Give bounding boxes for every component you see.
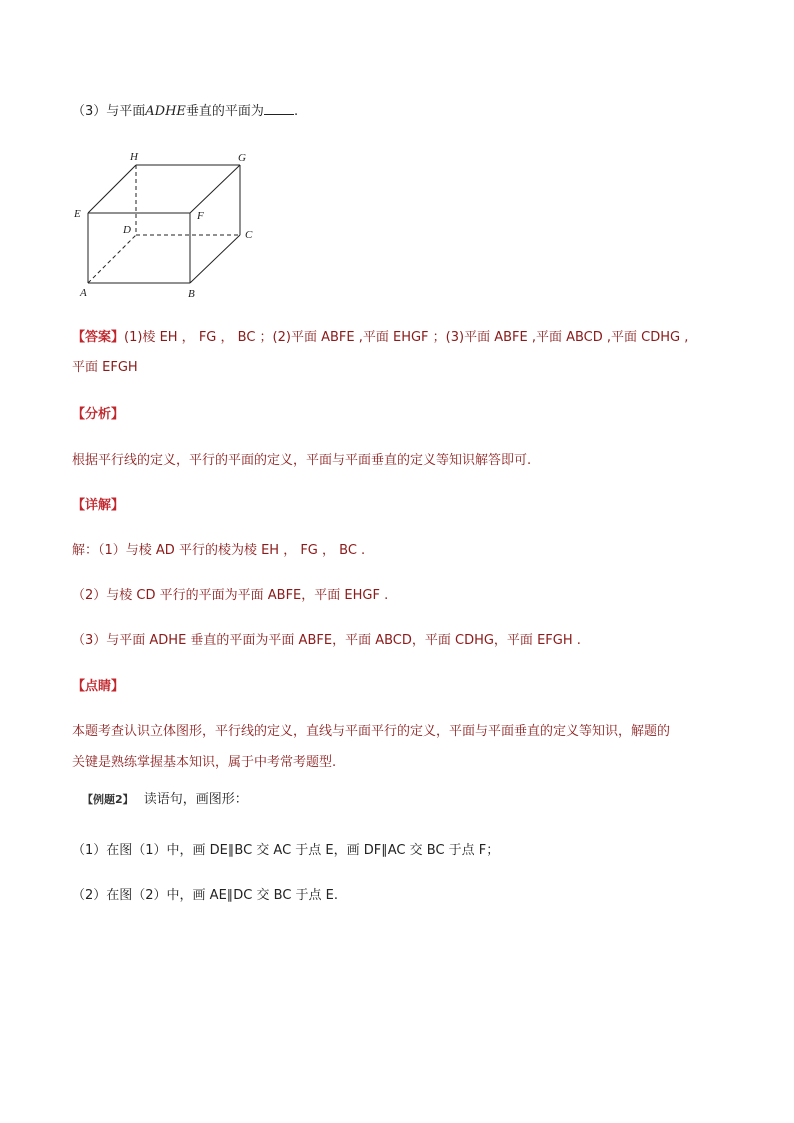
detail-line-3: （3）与平面 ADHE 垂直的平面为平面 ABFE，平面 ABCD，平面 CDHG，平面 EFGH . xyxy=(72,633,581,648)
label-H: H xyxy=(130,151,138,163)
answer-line-2: 平面 EFGH xyxy=(72,360,138,375)
comment-line-2: 关键是熟练掌握基本知识，属于中考常考题型. xyxy=(72,755,337,770)
answer-line-1: 【答案】(1)棱 EH ， FG ， BC ；(2)平面 ABFE ,平面 EHGF ；(3)平面 ABFE ,平面 ABCD ,平面 CDHG , xyxy=(72,330,689,345)
analysis-text: 根据平行线的定义，平行的平面的定义，平面与平面垂直的定义等知识解答即可. xyxy=(72,453,532,468)
edge-AD-hidden xyxy=(88,235,136,283)
example-2-heading xyxy=(82,790,248,810)
label-F: F xyxy=(197,210,204,222)
label-C: C xyxy=(245,229,253,241)
answer-blank xyxy=(264,102,294,115)
comment-line-1: 本题考查认识立体图形，平行线的定义，直线与平面平行的定义，平面与平面垂直的定义等知识，解题的 xyxy=(72,724,671,739)
label-A: A xyxy=(80,287,87,299)
detail-tag: 【详解】 xyxy=(72,498,125,513)
edge-BC xyxy=(190,235,240,283)
answer-tag: 【答案】 xyxy=(72,330,125,345)
label-G: G xyxy=(238,152,246,164)
cuboid-figure xyxy=(70,148,270,303)
example-2-prompt: 读语句，画图形： xyxy=(143,792,248,807)
label-B: B xyxy=(188,288,195,300)
example-2-line-2: （2）在图（2）中，画 AE∥DC 交 BC 于点 E. xyxy=(72,888,339,903)
example-2-tag: 【例题2】 xyxy=(82,793,134,806)
comment-tag: 【点睛】 xyxy=(72,679,125,694)
label-E: E xyxy=(74,208,81,220)
analysis-tag: 【分析】 xyxy=(72,407,125,422)
question-3: （3）与平面ADHE垂直的平面为 . xyxy=(72,104,299,119)
plane-name: ADHE xyxy=(145,104,186,119)
detail-line-1: 解：（1）与棱 AD 平行的棱为棱 EH ， FG ， BC . xyxy=(72,543,366,558)
edge-FG xyxy=(190,165,240,213)
edge-EH xyxy=(88,165,136,213)
example-2-line-1: （1）在图（1）中，画 DE∥BC 交 AC 于点 E，画 DF∥AC 交 BC 于点 F； xyxy=(72,843,500,858)
detail-line-2: （2）与棱 CD 平行的平面为平面 ABFE，平面 EHGF . xyxy=(72,588,389,603)
label-D: D xyxy=(123,224,131,236)
